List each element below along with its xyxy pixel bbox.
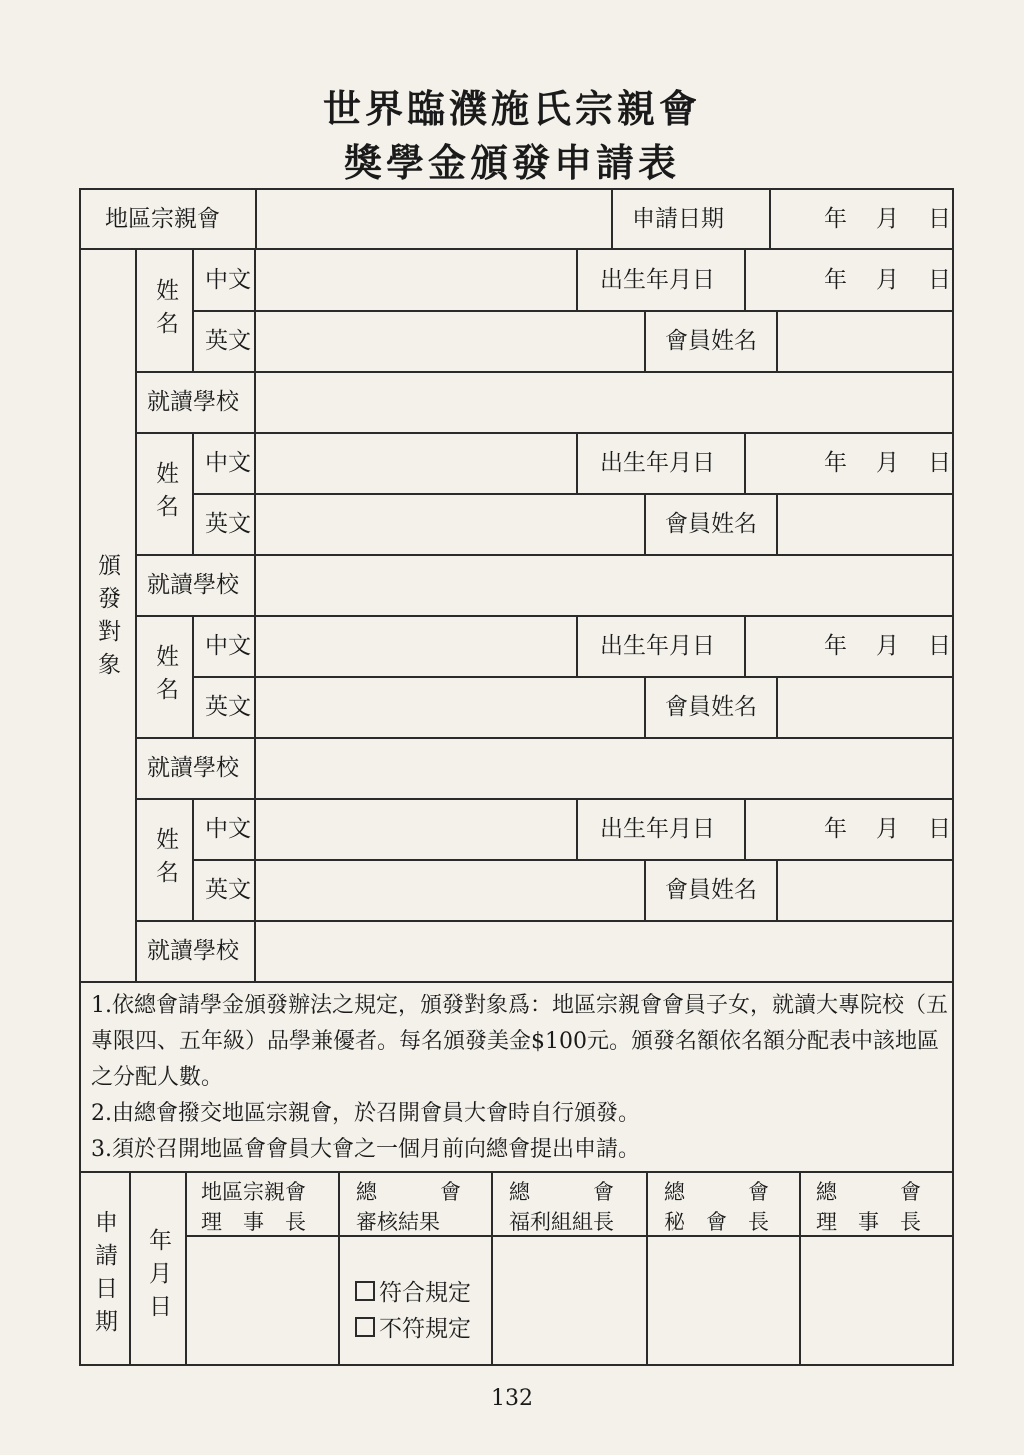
year-label: 年 xyxy=(824,450,847,476)
month-label: 月 xyxy=(876,816,899,842)
ymd-label: 年月日 xyxy=(145,1228,171,1327)
form-subtitle: 獎學金頒發申請表 xyxy=(343,141,680,185)
name-label: 姓名 xyxy=(152,644,178,710)
recipients-label: 頒發對象 xyxy=(94,553,120,685)
chinese-name-field[interactable] xyxy=(256,251,576,309)
col5-subtitle: 理 事 長 xyxy=(816,1210,921,1234)
english-name-field[interactable] xyxy=(256,678,644,736)
check-fail-label: 不符規定 xyxy=(379,1316,471,1342)
member-name-label: 會員姓名 xyxy=(665,511,757,537)
school-field[interactable] xyxy=(256,556,952,614)
member-name-label: 會員姓名 xyxy=(665,694,757,720)
chinese-label: 中文 xyxy=(205,450,251,476)
english-label: 英文 xyxy=(205,694,251,720)
month-label: 月 xyxy=(876,206,899,232)
month-label: 月 xyxy=(876,450,899,476)
check-ok-label: 符合規定 xyxy=(379,1280,471,1306)
col2-subtitle: 審核結果 xyxy=(356,1210,440,1234)
col3-title: 總 會 xyxy=(509,1180,614,1204)
day-label: 日 xyxy=(928,816,951,842)
year-label: 年 xyxy=(824,816,847,842)
chinese-name-field[interactable] xyxy=(256,434,576,492)
school-field[interactable] xyxy=(256,739,952,797)
day-label: 日 xyxy=(928,633,951,659)
school-field[interactable] xyxy=(256,922,952,980)
col1-subtitle: 理 事 長 xyxy=(201,1210,306,1234)
school-label: 就讀學校 xyxy=(147,572,239,598)
check-ok-option[interactable] xyxy=(355,1274,471,1307)
month-label: 月 xyxy=(876,633,899,659)
birthdate-label: 出生年月日 xyxy=(600,633,715,659)
apply-date-label: 申請日期 xyxy=(632,206,724,232)
checkbox-icon[interactable] xyxy=(355,1281,375,1301)
birthdate-label: 出生年月日 xyxy=(600,450,715,476)
school-field[interactable] xyxy=(256,373,952,431)
day-label: 日 xyxy=(928,206,951,232)
year-label: 年 xyxy=(824,206,847,232)
school-label: 就讀學校 xyxy=(147,755,239,781)
chinese-name-field[interactable] xyxy=(256,617,576,675)
col3-subtitle: 福利組組長 xyxy=(509,1210,614,1234)
school-label: 就讀學校 xyxy=(147,389,239,415)
chinese-label: 中文 xyxy=(205,816,251,842)
english-label: 英文 xyxy=(205,877,251,903)
col4-title: 總 會 xyxy=(664,1180,769,1204)
school-label: 就讀學校 xyxy=(147,938,239,964)
member-name-label: 會員姓名 xyxy=(665,328,757,354)
year-label: 年 xyxy=(824,633,847,659)
english-label: 英文 xyxy=(205,328,251,354)
month-label: 月 xyxy=(876,267,899,293)
note-item: 1.依總會請學金頒發辦法之規定，頒發對象爲：地區宗親會會員子女，就讀大專院校（五專限四、五年級）品學兼優者。每名頒發美金$100元。頒發名額依名額分配表中該地區之分配人數。 xyxy=(91,993,948,1090)
col1-title: 地區宗親會 xyxy=(201,1180,306,1204)
form-title: 世界臨濮施氏宗親會 xyxy=(322,87,701,131)
name-label: 姓名 xyxy=(152,278,178,344)
day-label: 日 xyxy=(928,450,951,476)
chinese-name-field[interactable] xyxy=(256,800,576,858)
name-label: 姓名 xyxy=(152,461,178,527)
name-label: 姓名 xyxy=(152,827,178,893)
english-label: 英文 xyxy=(205,511,251,537)
chinese-label: 中文 xyxy=(205,633,251,659)
notes xyxy=(91,988,951,1168)
checkbox-icon[interactable] xyxy=(355,1317,375,1337)
year-label: 年 xyxy=(824,267,847,293)
birthdate-label: 出生年月日 xyxy=(600,816,715,842)
day-label: 日 xyxy=(928,267,951,293)
col2-title: 總 會 xyxy=(356,1180,461,1204)
english-name-field[interactable] xyxy=(256,312,644,370)
birthdate-label: 出生年月日 xyxy=(600,267,715,293)
col4-subtitle: 秘 會 長 xyxy=(664,1210,769,1234)
apply-date-label: 申請日期 xyxy=(91,1210,117,1342)
page-number: 132 xyxy=(491,1386,533,1411)
application-form xyxy=(79,188,954,1366)
note-item: 3.須於召開地區會會員大會之一個月前向總會提出申請。 xyxy=(91,1137,640,1162)
chinese-label: 中文 xyxy=(205,267,251,293)
note-item: 2.由總會撥交地區宗親會，於召開會員大會時自行頒發。 xyxy=(91,1101,640,1126)
branch-field[interactable] xyxy=(257,190,611,248)
col5-title: 總 會 xyxy=(816,1180,921,1204)
member-name-label: 會員姓名 xyxy=(665,877,757,903)
check-fail-option[interactable] xyxy=(355,1310,471,1343)
english-name-field[interactable] xyxy=(256,495,644,553)
english-name-field[interactable] xyxy=(256,861,644,919)
branch-label: 地區宗親會 xyxy=(105,206,220,232)
